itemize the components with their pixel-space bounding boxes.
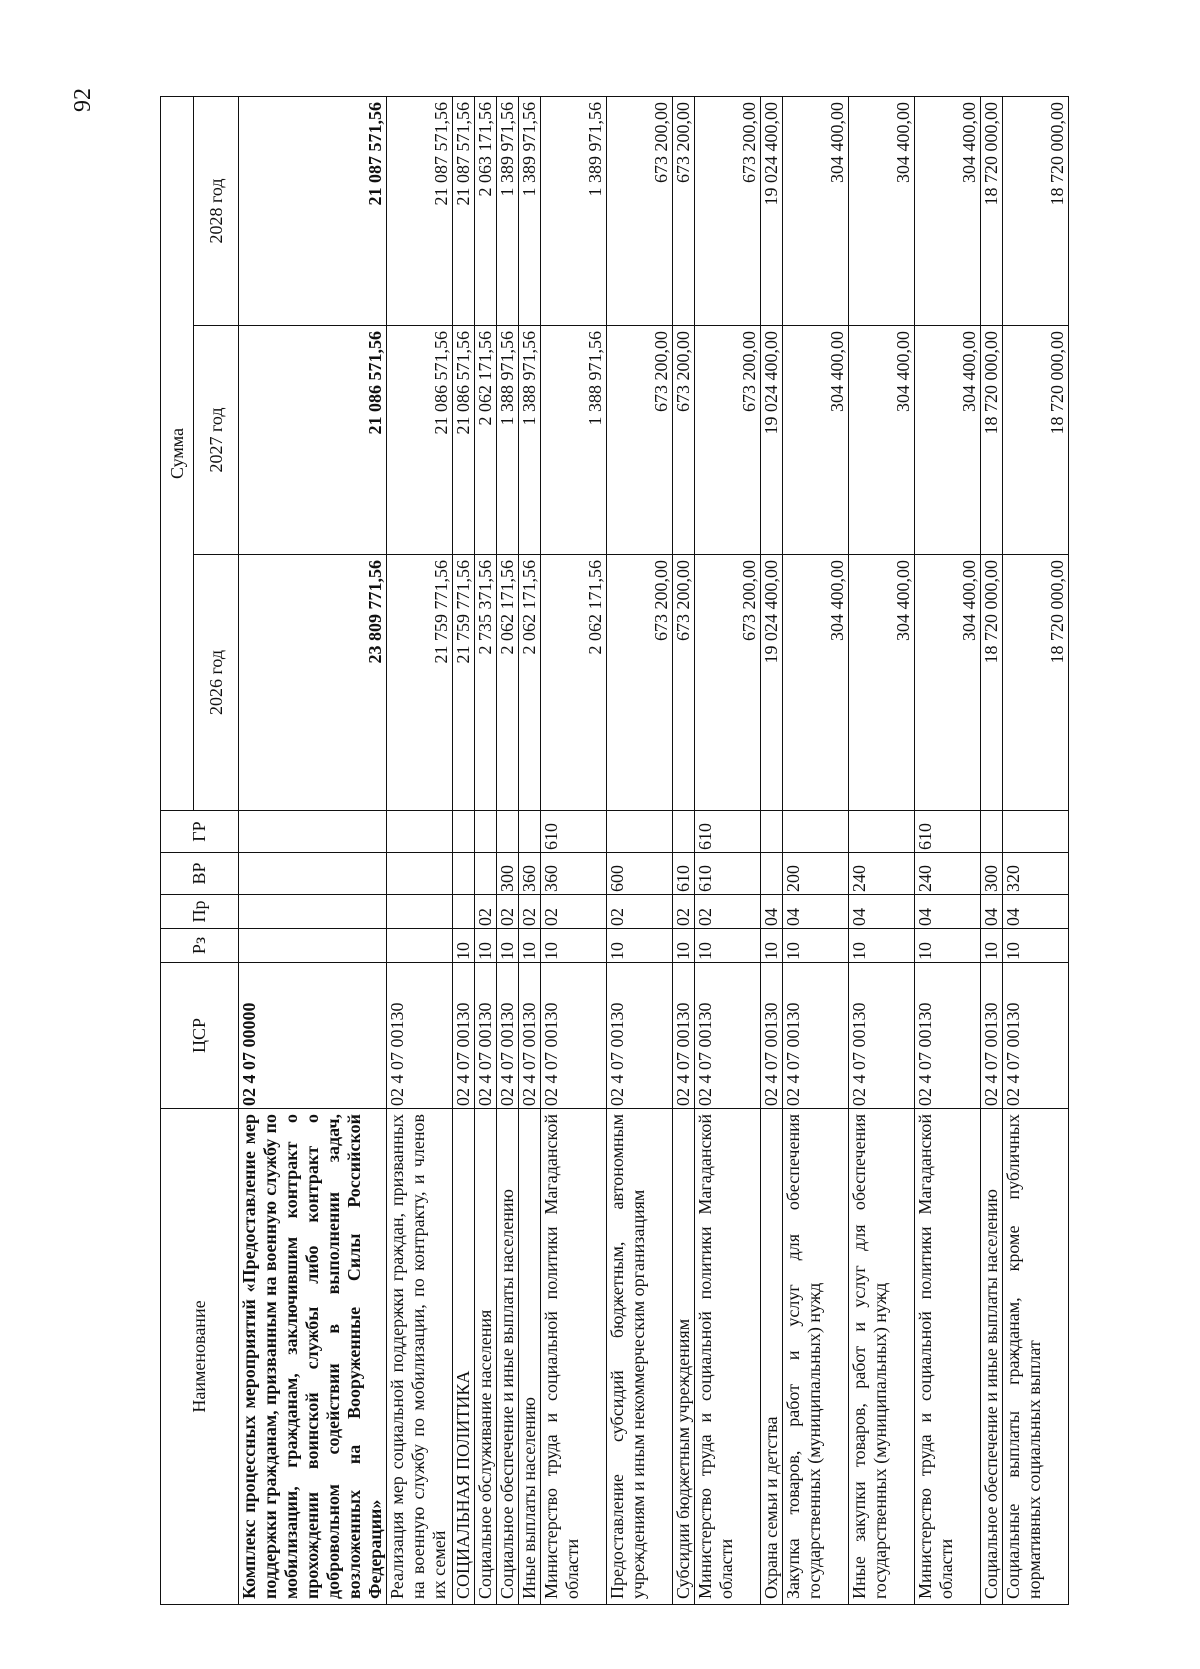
table-cell-2026: 673 200,00 xyxy=(695,555,761,811)
table-row xyxy=(475,97,497,1605)
table-cell-vr xyxy=(239,853,387,895)
table-cell-2026: 304 400,00 xyxy=(915,555,981,811)
table-cell-vr: 240 xyxy=(849,853,915,895)
table-cell-name: Реализация мер социальной поддержки граждан, призванных на военную службу по мобилизации, по контракту, и членов их семей xyxy=(387,1109,453,1605)
table-cell-pr: 02 xyxy=(475,895,497,929)
budget-table-page xyxy=(160,97,1075,1605)
table-cell-2026: 21 759 771,56 xyxy=(453,555,475,811)
table-cell-2026: 2 062 171,56 xyxy=(541,555,607,811)
table-cell-gr xyxy=(475,811,497,853)
table-cell-pr: 02 xyxy=(607,895,673,929)
header-csr: ЦСР xyxy=(161,963,239,1109)
table-cell-name: Иные закупки товаров, работ и услуг для обеспечения государственных (муниципальных) нужд xyxy=(849,1109,915,1605)
table-row xyxy=(783,97,849,1605)
budget-table xyxy=(160,96,1069,1605)
table-cell-csr: 02 4 07 00130 xyxy=(981,963,1003,1109)
table-cell-rz: 10 xyxy=(541,929,607,963)
table-cell-2028: 673 200,00 xyxy=(695,97,761,326)
table-cell-2028: 673 200,00 xyxy=(607,97,673,326)
table-cell-gr: 610 xyxy=(915,811,981,853)
table-cell-vr: 360 xyxy=(541,853,607,895)
header-vr: ВР xyxy=(161,853,239,895)
table-cell-vr: 300 xyxy=(497,853,519,895)
table-cell-2028: 21 087 571,56 xyxy=(387,97,453,326)
table-cell-vr xyxy=(387,853,453,895)
table-cell-2028: 673 200,00 xyxy=(673,97,695,326)
table-row xyxy=(915,97,981,1605)
table-cell-2028: 1 389 971,56 xyxy=(541,97,607,326)
table-cell-gr xyxy=(673,811,695,853)
table-cell-pr: 02 xyxy=(519,895,541,929)
table-cell-vr: 600 xyxy=(607,853,673,895)
table-cell-pr xyxy=(453,895,475,929)
table-cell-2028: 19 024 400,00 xyxy=(761,97,783,326)
header-rz: Рз xyxy=(161,929,239,963)
table-cell-2028: 2 063 171,56 xyxy=(475,97,497,326)
table-cell-gr xyxy=(783,811,849,853)
table-cell-2027: 1 388 971,56 xyxy=(519,326,541,555)
header-year-2026: 2026 год xyxy=(194,555,239,811)
table-cell-gr: 610 xyxy=(541,811,607,853)
table-cell-2027: 673 200,00 xyxy=(673,326,695,555)
table-cell-2027: 21 086 571,56 xyxy=(453,326,475,555)
table-cell-2026: 304 400,00 xyxy=(849,555,915,811)
table-cell-name: Социальное обслуживание населения xyxy=(475,1109,497,1605)
table-cell-gr xyxy=(239,811,387,853)
table-cell-name: Социальное обеспечение и иные выплаты населению xyxy=(981,1109,1003,1605)
table-cell-gr xyxy=(981,811,1003,853)
table-row xyxy=(453,97,475,1605)
table-cell-name: Закупка товаров, работ и услуг для обеспечения государственных (муниципальных) нужд xyxy=(783,1109,849,1605)
page-number: 92 xyxy=(69,88,96,112)
table-cell-2027: 1 388 971,56 xyxy=(497,326,519,555)
table-cell-rz: 10 xyxy=(475,929,497,963)
table-cell-csr: 02 4 07 00130 xyxy=(1003,963,1069,1109)
table-cell-2027: 673 200,00 xyxy=(695,326,761,555)
table-cell-2028: 304 400,00 xyxy=(915,97,981,326)
table-cell-2027: 1 388 971,56 xyxy=(541,326,607,555)
table-cell-vr: 200 xyxy=(783,853,849,895)
table-cell-pr: 04 xyxy=(761,895,783,929)
table-cell-2027: 21 086 571,56 xyxy=(387,326,453,555)
table-cell-2028: 18 720 000,00 xyxy=(981,97,1003,326)
table-cell-rz: 10 xyxy=(783,929,849,963)
table-cell-rz: 10 xyxy=(673,929,695,963)
table-cell-2028: 21 087 571,56 xyxy=(453,97,475,326)
table-cell-name: Иные выплаты населению xyxy=(519,1109,541,1605)
table-cell-2026: 18 720 000,00 xyxy=(981,555,1003,811)
table-cell-gr xyxy=(761,811,783,853)
table-cell-rz: 10 xyxy=(849,929,915,963)
table-cell-name: Предоставление субсидий бюджетным, автономным учреждениям и иным некоммерческим организациям xyxy=(607,1109,673,1605)
table-cell-csr: 02 4 07 00130 xyxy=(607,963,673,1109)
table-cell-vr: 610 xyxy=(695,853,761,895)
table-cell-2027: 18 720 000,00 xyxy=(1003,326,1069,555)
table-cell-name: Социальные выплаты гражданам, кроме публичных нормативных социальных выплат xyxy=(1003,1109,1069,1605)
table-cell-csr: 02 4 07 00130 xyxy=(761,963,783,1109)
table-row xyxy=(239,97,387,1605)
table-cell-gr xyxy=(849,811,915,853)
table-cell-name: Охрана семьи и детства xyxy=(761,1109,783,1605)
table-cell-csr: 02 4 07 00130 xyxy=(915,963,981,1109)
table-cell-vr xyxy=(475,853,497,895)
table-cell-rz: 10 xyxy=(453,929,475,963)
table-cell-csr: 02 4 07 00130 xyxy=(783,963,849,1109)
table-cell-csr: 02 4 07 00130 xyxy=(673,963,695,1109)
table-cell-pr: 02 xyxy=(541,895,607,929)
table-cell-vr: 300 xyxy=(981,853,1003,895)
table-cell-vr: 240 xyxy=(915,853,981,895)
table-cell-2028: 18 720 000,00 xyxy=(1003,97,1069,326)
table-cell-rz: 10 xyxy=(519,929,541,963)
table-cell-2026: 304 400,00 xyxy=(783,555,849,811)
table-cell-csr: 02 4 07 00130 xyxy=(541,963,607,1109)
header-year-2028: 2028 год xyxy=(194,97,239,326)
table-row xyxy=(849,97,915,1605)
table-cell-gr xyxy=(1003,811,1069,853)
table-cell-name: Субсидии бюджетным учреждениям xyxy=(673,1109,695,1605)
table-cell-vr: 610 xyxy=(673,853,695,895)
table-cell-pr xyxy=(239,895,387,929)
table-row xyxy=(607,97,673,1605)
table-cell-vr: 320 xyxy=(1003,853,1069,895)
table-cell-rz: 10 xyxy=(981,929,1003,963)
table-cell-pr: 04 xyxy=(783,895,849,929)
table-cell-2026: 2 062 171,56 xyxy=(519,555,541,811)
table-cell-csr: 02 4 07 00130 xyxy=(387,963,453,1109)
table-cell-csr: 02 4 07 00000 xyxy=(239,963,387,1109)
table-cell-2028: 1 389 971,56 xyxy=(519,97,541,326)
table-row xyxy=(695,97,761,1605)
table-cell-csr: 02 4 07 00130 xyxy=(849,963,915,1109)
table-cell-gr xyxy=(519,811,541,853)
table-cell-pr: 02 xyxy=(695,895,761,929)
table-cell-vr xyxy=(453,853,475,895)
table-cell-2027: 21 086 571,56 xyxy=(239,326,387,555)
table-cell-2028: 21 087 571,56 xyxy=(239,97,387,326)
table-cell-csr: 02 4 07 00130 xyxy=(695,963,761,1109)
table-cell-pr: 04 xyxy=(1003,895,1069,929)
table-cell-csr: 02 4 07 00130 xyxy=(497,963,519,1109)
table-row xyxy=(387,97,453,1605)
table-row xyxy=(761,97,783,1605)
table-cell-csr: 02 4 07 00130 xyxy=(453,963,475,1109)
table-cell-pr: 02 xyxy=(497,895,519,929)
table-cell-2028: 1 389 971,56 xyxy=(497,97,519,326)
header-name: Наименование xyxy=(161,1109,239,1605)
table-cell-2027: 19 024 400,00 xyxy=(761,326,783,555)
table-cell-pr: 02 xyxy=(673,895,695,929)
table-cell-rz: 10 xyxy=(695,929,761,963)
table-cell-2027: 673 200,00 xyxy=(607,326,673,555)
table-cell-vr xyxy=(761,853,783,895)
table-cell-vr: 360 xyxy=(519,853,541,895)
table-row xyxy=(519,97,541,1605)
table-cell-2026: 673 200,00 xyxy=(607,555,673,811)
table-cell-2027: 18 720 000,00 xyxy=(981,326,1003,555)
table-cell-rz: 10 xyxy=(1003,929,1069,963)
table-cell-rz: 10 xyxy=(607,929,673,963)
table-cell-2026: 673 200,00 xyxy=(673,555,695,811)
table-cell-gr xyxy=(387,811,453,853)
table-cell-2027: 304 400,00 xyxy=(783,326,849,555)
table-cell-2026: 2 062 171,56 xyxy=(497,555,519,811)
table-row xyxy=(981,97,1003,1605)
table-cell-gr xyxy=(453,811,475,853)
table-cell-2027: 2 062 171,56 xyxy=(475,326,497,555)
table-cell-rz xyxy=(239,929,387,963)
table-cell-rz: 10 xyxy=(761,929,783,963)
table-row xyxy=(673,97,695,1605)
table-row xyxy=(541,97,607,1605)
header-row-1 xyxy=(161,97,194,1605)
table-cell-pr: 04 xyxy=(915,895,981,929)
table-cell-name: Министерство труда и социальной политики Магаданской области xyxy=(915,1109,981,1605)
table-cell-2026: 18 720 000,00 xyxy=(1003,555,1069,811)
table-cell-gr xyxy=(497,811,519,853)
table-cell-rz: 10 xyxy=(497,929,519,963)
header-pr: Пр xyxy=(161,895,239,929)
table-cell-2026: 2 735 371,56 xyxy=(475,555,497,811)
table-cell-name: СОЦИАЛЬНАЯ ПОЛИТИКА xyxy=(453,1109,475,1605)
table-cell-pr: 04 xyxy=(849,895,915,929)
table-cell-name: Социальное обеспечение и иные выплаты населению xyxy=(497,1109,519,1605)
table-cell-rz xyxy=(387,929,453,963)
table-cell-2026: 19 024 400,00 xyxy=(761,555,783,811)
table-cell-gr xyxy=(607,811,673,853)
table-cell-pr xyxy=(387,895,453,929)
table-cell-2028: 304 400,00 xyxy=(783,97,849,326)
table-cell-2026: 23 809 771,56 xyxy=(239,555,387,811)
header-gr: ГР xyxy=(161,811,239,853)
table-cell-rz: 10 xyxy=(915,929,981,963)
table-cell-name: Министерство труда и социальной политики Магаданской области xyxy=(541,1109,607,1605)
table-cell-csr: 02 4 07 00130 xyxy=(519,963,541,1109)
table-cell-2027: 304 400,00 xyxy=(915,326,981,555)
header-sum: Сумма xyxy=(161,97,194,811)
table-row xyxy=(497,97,519,1605)
table-cell-2028: 304 400,00 xyxy=(849,97,915,326)
table-cell-gr: 610 xyxy=(695,811,761,853)
table-cell-2026: 21 759 771,56 xyxy=(387,555,453,811)
table-cell-pr: 04 xyxy=(981,895,1003,929)
table-cell-name: Комплекс процессных мероприятий «Предоставление мер поддержки гражданам, призванным на военную службу по мобилизации, гражданам, заключившим контракт о прохождении воинской службы либо контракт о добровольном содействии в выполнении задач, возложенных на Вооруженные Силы Российской Федерации» xyxy=(239,1109,387,1605)
table-cell-2027: 304 400,00 xyxy=(849,326,915,555)
header-year-2027: 2027 год xyxy=(194,326,239,555)
table-cell-name: Министерство труда и социальной политики Магаданской области xyxy=(695,1109,761,1605)
table-cell-csr: 02 4 07 00130 xyxy=(475,963,497,1109)
table-row xyxy=(1003,97,1069,1605)
